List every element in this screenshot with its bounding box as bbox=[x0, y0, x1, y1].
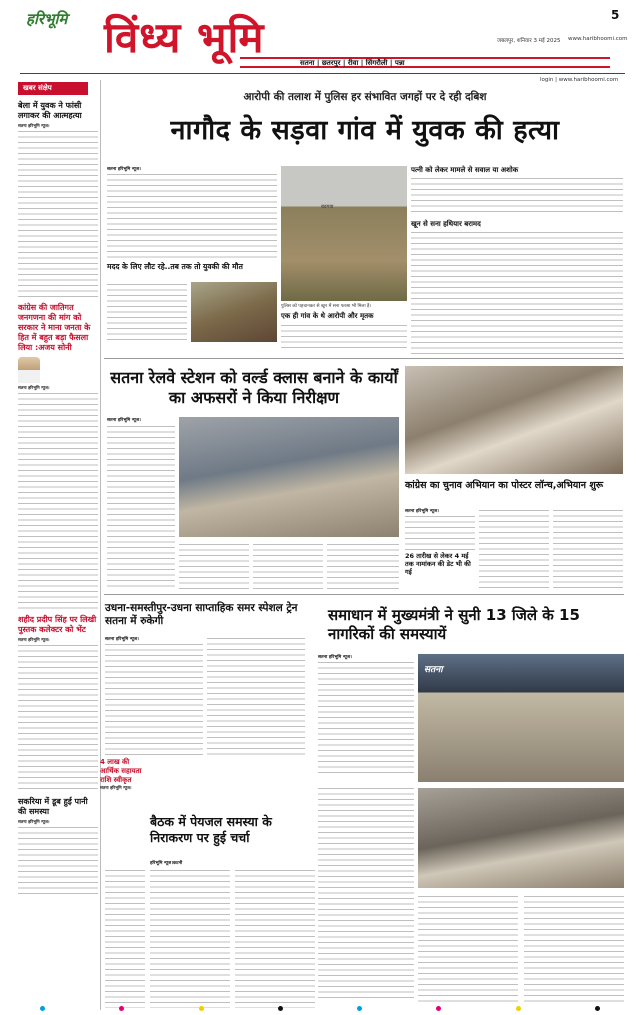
story-byline: हरिभूमि न्यूज।कटनी bbox=[150, 861, 183, 866]
story-right-headline: पत्नी को लेकर मामले से सवाल या अशोक bbox=[411, 166, 519, 174]
story-headline: कांग्रेस का चुनाव अभियान का पोस्टर लॉन्च,अभियान शुरू bbox=[405, 480, 604, 491]
brief-item bbox=[18, 303, 98, 611]
story-right-headline: खून से सना हथियार बरामद bbox=[411, 220, 481, 228]
brief-photo bbox=[18, 357, 40, 383]
story-kicker: आरोपी की तलाश में पुलिस हर संभावित जगहों पर दे रही दबिश bbox=[243, 91, 487, 103]
story-text-col1 bbox=[405, 514, 475, 550]
brief-item bbox=[18, 797, 98, 895]
story-text-col1 bbox=[105, 642, 203, 758]
story-headline: सतना रेलवे स्टेशन को वर्ल्ड क्लास बनाने के कार्यों का अफसरों ने किया निरीक्षण bbox=[110, 368, 398, 407]
brand-logo: हरिभूमि bbox=[26, 10, 68, 28]
brief-byline: सतना हरिभूमि न्यूज। bbox=[18, 819, 50, 824]
story-text-col2 bbox=[207, 636, 305, 758]
story-text-col3 bbox=[253, 542, 323, 590]
story-byline: सतना हरिभूमि न्यूज। bbox=[105, 637, 139, 642]
cities-bar bbox=[240, 57, 610, 68]
story-byline: सतना हरिभूमि न्यूज। bbox=[318, 655, 352, 660]
story-murder bbox=[105, 86, 625, 356]
photo-label: बदगवा bbox=[321, 204, 334, 210]
story-photo-body bbox=[191, 282, 277, 342]
story-water bbox=[100, 758, 315, 1013]
story-text-col1 bbox=[318, 660, 414, 776]
brief-text bbox=[18, 825, 98, 895]
story-headline: समाधान में मुख्यमंत्री ने सुनी 13 जिले के 15 नागरिकों की समस्यायें bbox=[328, 606, 580, 643]
brief-text bbox=[18, 129, 98, 299]
story-text-col2 bbox=[150, 868, 230, 1008]
story-text-col1 bbox=[107, 172, 277, 258]
story-headline: बैठक में पेयजल समस्या के निराकरण पर हुई चर्चा bbox=[150, 814, 272, 845]
brief-text bbox=[18, 643, 98, 793]
website[interactable]: www.haribhoomi.com bbox=[568, 36, 628, 42]
story-text-col3 bbox=[281, 323, 407, 351]
brief-headline: कांग्रेस की जातिगत जनगणना की मांग को सरकार ने माना जनता के हित में बहुत बड़ा फैसला लिया :अजय सोनी bbox=[18, 303, 91, 352]
story-headline: नागौद के सड़वा गांव में युवक की हत्या bbox=[170, 115, 560, 146]
brief-box bbox=[100, 758, 148, 843]
story-photo-officials bbox=[418, 788, 624, 888]
brief-headline: शहीद प्रदीप सिंह पर लिखी पुस्तक कलेक्टर को भेंट bbox=[18, 615, 97, 634]
story-congress bbox=[405, 362, 625, 592]
story-byline: सतना हरिभूमि न्यूज। bbox=[107, 418, 141, 423]
story-text-col2 bbox=[479, 508, 549, 590]
story-byline: सतना हरिभूमि न्यूज। bbox=[405, 509, 439, 514]
story-cm-solutions bbox=[318, 598, 625, 1008]
story-byline: सतना हरिभूमि न्यूज। bbox=[107, 167, 141, 172]
story-text-col2 bbox=[179, 542, 249, 590]
brief-headline: बेला में युवक ने फांसी लगाकर की आत्महत्या bbox=[18, 101, 82, 120]
brief-item bbox=[18, 615, 98, 793]
story-railway bbox=[105, 362, 403, 592]
page-title: विंध्य भूमि bbox=[104, 13, 265, 62]
dateline: जबलपुर, शनिवार 3 मई 2025 bbox=[497, 38, 561, 44]
section-label: खबर संक्षेप bbox=[18, 82, 88, 95]
story-text-col3 bbox=[235, 868, 315, 1008]
story-text-col4 bbox=[411, 176, 623, 216]
story-text-col2 bbox=[107, 282, 187, 342]
story-text-col4 bbox=[327, 542, 399, 590]
brief-headline: 4 लाख की आर्थिक सहायता राशि स्वीकृत bbox=[100, 758, 142, 784]
story-side-headline: एक ही गांव के थे आरोपी और मृतक bbox=[281, 312, 374, 320]
login-link[interactable]: login | www.haribhoomi.com bbox=[540, 77, 619, 83]
brief-headline: सकरिया में डूब हुई पानी की समस्या bbox=[18, 797, 88, 816]
story-text-col5 bbox=[411, 230, 623, 355]
news-briefs-sidebar bbox=[18, 78, 98, 1013]
brief-item bbox=[18, 101, 98, 299]
registration-marks bbox=[40, 1006, 600, 1012]
story-photo-meeting bbox=[405, 366, 623, 474]
tv-logo: सतना bbox=[424, 665, 443, 675]
brief-byline: सतना हरिभूमि न्यूज। bbox=[18, 385, 50, 390]
story-text-col3 bbox=[553, 508, 623, 590]
story-photo-inspection bbox=[179, 417, 399, 537]
cities-list: सतना | छतरपुर | रीवा | सिंगरौली | पन्ना bbox=[300, 59, 405, 67]
photo-caption: पुलिस को पहचानकर से खून में सना फरसा भी मिला है। bbox=[281, 304, 372, 309]
brief-byline: सतना हरिभूमि न्यूज। bbox=[18, 123, 50, 128]
story-text-col4 bbox=[524, 894, 624, 1002]
story-photo-tv bbox=[418, 654, 624, 782]
brief-byline: सतना हरिभूमि न्यूज। bbox=[18, 637, 50, 642]
story-text-col2 bbox=[318, 786, 414, 1002]
story-subhead: मदद के लिए लौट रहे..तब तक तो युवकी की मौत bbox=[107, 262, 243, 271]
page-number: 5 bbox=[611, 8, 620, 22]
brief-byline: सतना हरिभूमि न्यूज। bbox=[100, 785, 132, 790]
story-headline: उधना-समस्तीपुर-उधना साप्ताहिक समर स्पेशल ट्रेन सतना में रुकेगी bbox=[105, 602, 298, 627]
story-text-col1 bbox=[107, 424, 175, 590]
brief-text bbox=[18, 391, 98, 611]
story-text-col1 bbox=[105, 868, 145, 1008]
story-photo-field bbox=[281, 166, 407, 301]
story-subhead: 26 तारीख से लेकर 4 मई तक नामांकन की डेट भी की गई bbox=[405, 552, 471, 576]
story-text-col3 bbox=[418, 894, 518, 1002]
